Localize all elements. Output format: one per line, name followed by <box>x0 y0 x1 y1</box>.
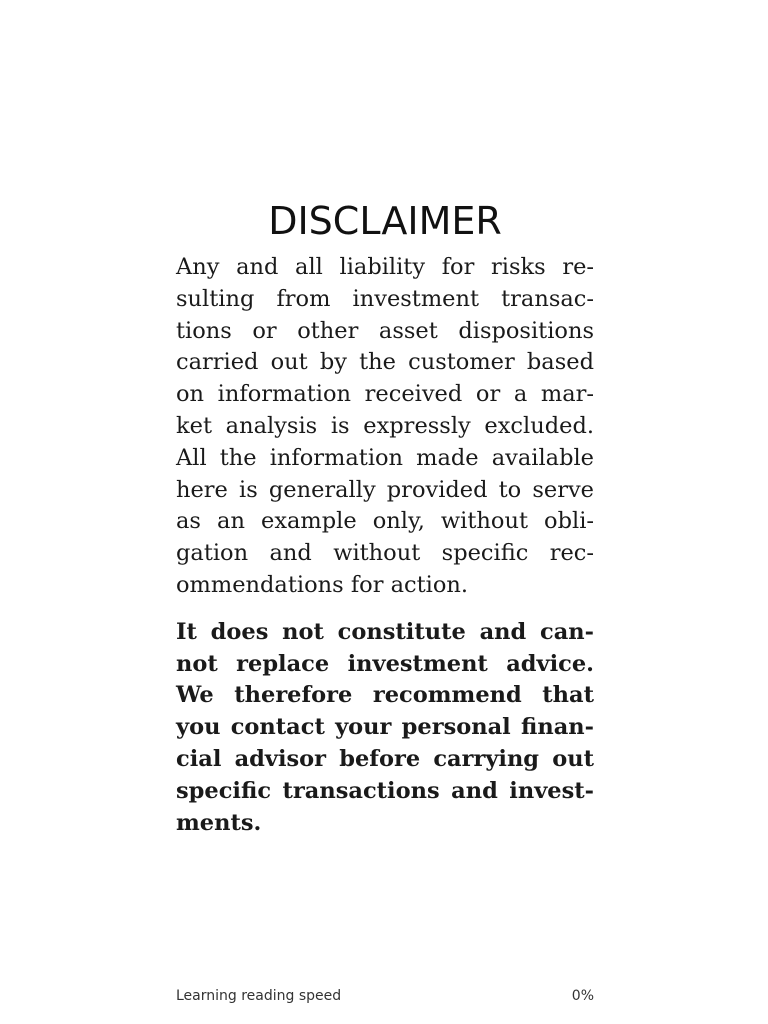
text-line: on information received or a mar- <box>176 381 594 408</box>
text-line: All the information made available <box>176 444 594 471</box>
text-line: gation and without specific rec- <box>176 540 594 567</box>
reading-progress: 0% <box>571 988 594 1004</box>
text-line: you contact your personal finan- <box>176 714 594 741</box>
page-title: DISCLAIMER <box>268 199 502 243</box>
text-line: as an example only, without obli- <box>176 508 594 535</box>
reading-speed-status: Learning reading speed <box>176 988 342 1004</box>
text-line: ments. <box>176 809 262 836</box>
text-line: specific transactions and invest- <box>176 777 594 804</box>
text-line: not replace investment advice. <box>176 650 594 677</box>
text-line: ket analysis is expressly excluded. <box>176 412 594 439</box>
text-line: carried out by the customer based <box>176 349 594 376</box>
text-line: here is generally provided to serve <box>176 476 594 503</box>
text-line: ommendations for action. <box>176 571 469 598</box>
text-line: cial advisor before carrying out <box>176 745 594 772</box>
text-line: sulting from investment transac- <box>176 285 594 312</box>
text-line: tions or other asset dispositions <box>176 317 594 344</box>
text-line: Any and all liability for risks re- <box>176 254 594 280</box>
text-line: It does not constitute and can- <box>176 618 594 645</box>
reader-footer <box>176 988 594 1004</box>
page-content <box>176 196 594 839</box>
disclaimer-paragraph <box>176 252 594 602</box>
advice-paragraph <box>176 617 594 840</box>
text-line: We therefore recommend that <box>176 682 594 709</box>
